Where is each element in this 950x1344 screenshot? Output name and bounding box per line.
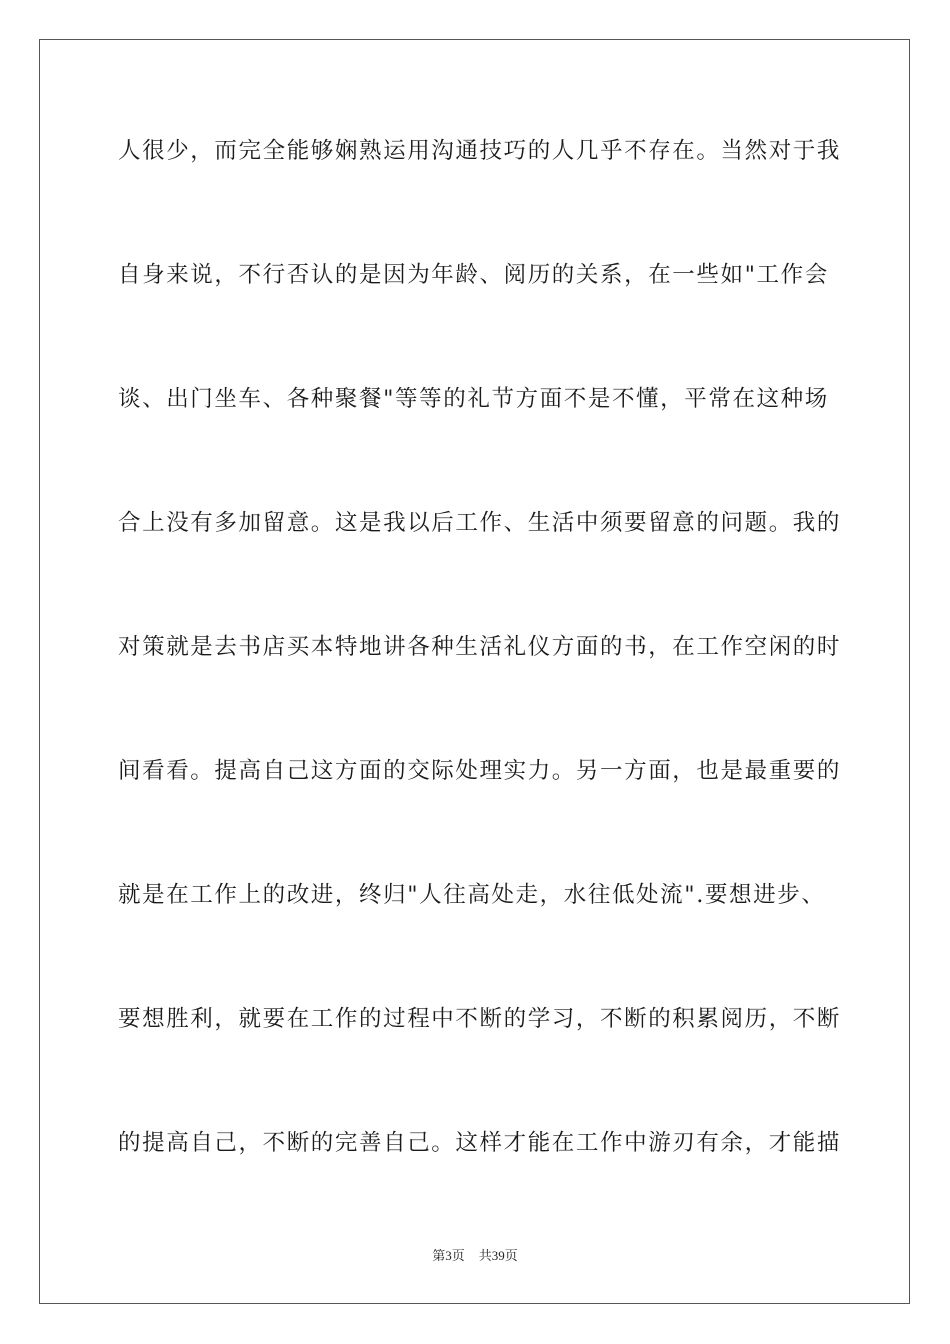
text-line: 谈、出门坐车、各种聚餐"等等的礼节方面不是不懂，平常在这种场 (118, 386, 829, 412)
text-line: 间看看。提高自己这方面的交际处理实力。另一方面，也是最重要的 (118, 758, 842, 784)
text-line: 合上没有多加留意。这是我以后工作、生活中须要留意的问题。我的 (118, 510, 842, 536)
page-footer (0, 1245, 950, 1264)
text-line: 自身来说，不行否认的是因为年龄、阅历的关系，在一些如"工作会 (118, 262, 829, 288)
text-line: 的提高自己，不断的完善自己。这样才能在工作中游刃有余，才能描 (118, 1130, 842, 1156)
total-pages: 共39页 (478, 1248, 518, 1263)
page-number: 第3页 (432, 1248, 465, 1263)
text-line: 对策就是去书店买本特地讲各种生活礼仪方面的书，在工作空闲的时 (118, 634, 842, 660)
text-line: 要想胜利，就要在工作的过程中不断的学习，不断的积累阅历，不断 (118, 1006, 842, 1032)
text-line: 人很少，而完全能够娴熟运用沟通技巧的人几乎不存在。当然对于我 (118, 138, 842, 164)
document-body (118, 128, 842, 1244)
text-line: 就是在工作上的改进，终归"人往高处走，水往低处流".要想进步、 (118, 882, 826, 908)
